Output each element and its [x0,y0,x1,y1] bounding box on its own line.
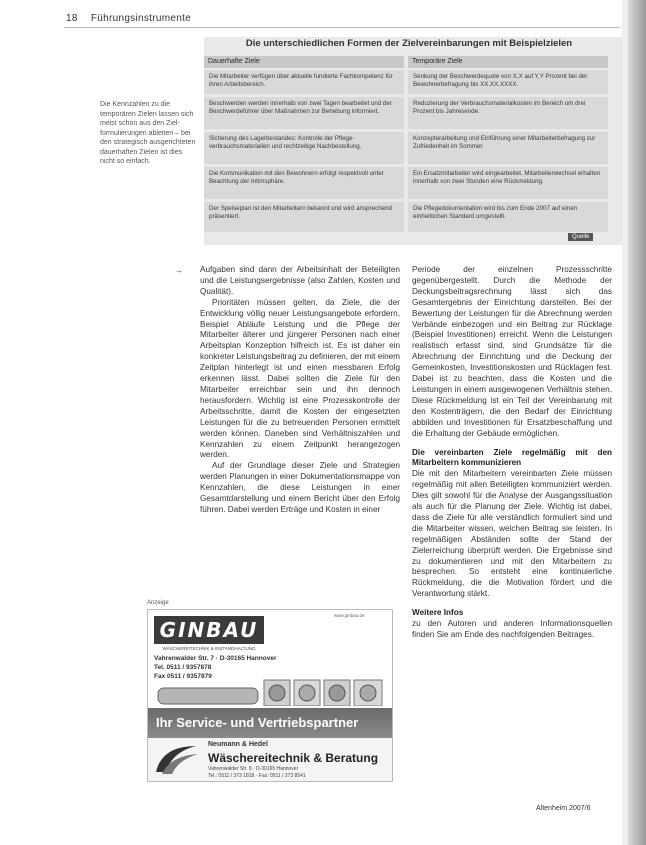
column-header-temporary: Temporäre Ziele [408,56,608,68]
ad-label: Anzeige [147,600,169,606]
body-column-left [200,265,400,516]
ad-address-line: Vahrenwalder Str. 7 · D-30165 Hannover [154,655,277,662]
washing-machines-image [154,678,386,706]
margin-note: Die Kennzahlen zu die temporären Zielen lassen sich meist schon aus den Zielformulierungen ableiten – bei den strategisch ausgerichteten dauerhaften Zielen ist dies nicht so einfach. [100,101,196,165]
source-badge: Quelle [568,233,593,241]
ad-logo-subtitle: WÄSCHEREITECHNIK & INSTANDHALTUNG [162,646,256,651]
running-header [66,13,191,24]
box-cell: Sicherung des Lagerbestandes: Kontrolle der Pflegeverbrauchsmaterialien und rechtzeitige Nachbestellung. [204,132,404,164]
ad-logo: GINBAU [154,616,264,644]
paragraph: Auf der Grundlage dieser Ziele und Strategien werden Planungen in einer Dokumentationsmappe von Kennzahlen, die diese Leistungen in einer Gesamtdarstellung und einem Bericht über den Erfolg führen. Dabei werden Erträge und Kosten in einer [200,461,400,514]
box-cell: Der Speiseplan ist den Mitarbeitern bekannt und wird ansprechend präsentiert. [204,202,404,232]
box-cell: Die Kommunikation mit den Bewohnern erfolgt respektvoll unter Beachtung der Intimsphäre. [204,167,404,199]
page-number: 18 [66,13,78,24]
paragraph: zu den Autoren und anderen Informationsquellen finden Sie am Ende des nachfolgenden Beitrages. [412,619,612,639]
box-cell: Konzepterarbeitung und Einführung einer Mitarbeiterbefragung zur Zufriedenheit im Sommer. [408,132,608,164]
ad-website: www.ginbau.de [334,613,365,618]
paragraph: Die mit den Mitarbeitern vereinbarten Ziele müssen regelmäßig mit allen Beteiligten kommuniziert werden. Dies gilt sowohl für die Analyse der Ausgangssituation als auch für die Planung der Ziele. Wichtig ist dabei, dass die Ziele für alle verständlich formuliert sind und die Mitarbeiter wissen, welchen Beitrag sie leisten. In regelmäßigen Abständen sollte der Stand der Zielerreichung überprüft werden. Die Ergebnisse sind zu dokumentieren und mit den Mitarbeitern zu besprechen. So entsteht eine kontinuierliche Rückmeldung, die die Motivation fördert und die Verantwortung stärkt. [412,469,612,599]
ad-fax: Fax 0511 / 9357879 [154,673,212,680]
body-column-right [412,265,612,641]
swoosh-logo-icon [152,742,202,778]
box-cell: Senkung der Beschwerdequote von X,X auf Y,Y Prozent bei der Bewohnerbefragung bis XX.XX.XXXX. [408,70,608,94]
box-cell: Die Mitarbeiter verfügen über aktuelle fundierte Fachkompetenz für ihren Arbeitsbereich. [204,70,404,94]
subheading: Weitere Infos [412,608,464,618]
header-rule [64,27,620,28]
ad-partner-brand: Wäschereitechnik & Beratung [208,751,379,765]
subheading: Die vereinbarten Ziele regelmäßig mit den Mitarbeitern kommunizieren [412,447,612,468]
ad-partner-address: Vahrenwalder Str. 9 · D-30165 Hannover [208,766,299,772]
ad-partner-names: Neumann & Hedel [208,741,268,748]
ad-partner-contact [208,766,306,779]
ad-partner-block [148,738,392,782]
ad-address [154,654,276,681]
paragraph: Aufgaben sind dann der Arbeitsinhalt der Beteiligten und die Leistungsergebnisse (also Zahlen, Kosten und Qualität). [200,265,400,296]
paragraph: Prioritäten müssen gelten, da Ziele, die der Entwicklung völlig neuer Leistungsangebote erfordern, Beispiel Abläufe Leistung und die Pflege der Mitarbeiter älterer und jüngerer Personen nach einer Arbeitsplan Konzeption hilfreich ist. Es ist daher ein konkreter Leistungsbeitrag zu definieren, der mit einem Zeitplan hinterlegt ist und einen messbaren Erfolg erkennen lässt. Dabei sollten die Ziele für den Mitarbeiter erreichbar sein und ihn dennoch herausfordern. Wichtig ist eine Prozesskontrolle der Arbeitsschritte, damit die Kosten der eingesetzten Leistungen für die zu betreuenden Personen ermittelt werden können. Daneben sind Verhältniszahlen und Kennzahlen zu einem Zeitpunkt herangezogen werden. [200,297,400,460]
box-cell: Ein Ersatzmitarbeiter wird eingearbeitet. Mitarbeiterwechsel erhalten innerhalb von zwei Stunden eine Rückmeldung. [408,167,608,199]
box-cell: Beschwerden werden innerhalb von zwei Tagen bearbeitet und der Beschwerdeführer über Maßnahmen zur Behebung informiert. [204,97,404,129]
page-footer: Altenheim 2007/6 [536,805,591,812]
column-header-permanent: Dauerhafte Ziele [204,56,404,68]
ad-phone: Tel. 0511 / 9357878 [154,664,212,671]
section-title: Führungsinstrumente [90,13,192,24]
box-cell: Reduzierung der Verbrauchsmaterialkosten im Bereich um drei Prozent bis Jahresende. [408,97,608,129]
advertisement [147,609,393,782]
page-edge [628,0,646,845]
paragraph: Periode der einzelnen Prozessschritte gegenübergestellt. Durch die Methode der Deckungsbeitragsrechnung lässt sich das Gesamtergebnis der Einrichtung darstellen. Bei der Bewertung der Leistungen für die Abrechnung werden Verbände einbezogen und ein Beitrag zur Rücklage (Beispiel Investitionen) erreicht. Wenn die Leistungen realistisch erfasst sind, sind Grundsätze für die Abrechnung der Einrichtung und die Deckung der Gemeinkosten, Investitionskosten und Rücklagen fest. Dabei ist zu beachten, dass die Kosten und die Leistungen in einem ausgewogenen Verhältnis stehen. Diese Rückmeldung ist ein Teil der Vereinbarung mit den Kostenträgern, die den Bedarf der Einrichtung abbilden und Investitionen für Ersatzbeschaffung und die Erhaltung der Gebäude ermöglichen. [412,265,612,438]
ad-slogan-band: Ihr Service- und Vertriebspartner [148,708,392,738]
box-cell: Die Pflegedokumentation wird bis zum Ende 2007 auf einen einheitlichen Standard umgestellt. [408,202,608,232]
info-box-title: Die unterschiedlichen Formen der Zielvereinbarungen mit Beispielzielen [245,38,573,49]
ad-partner-phone: Tel.: 0511 / 373 1818 · Fax: 0511 / 373 8541 [208,772,306,779]
continuation-arrow-icon: → [175,266,183,275]
